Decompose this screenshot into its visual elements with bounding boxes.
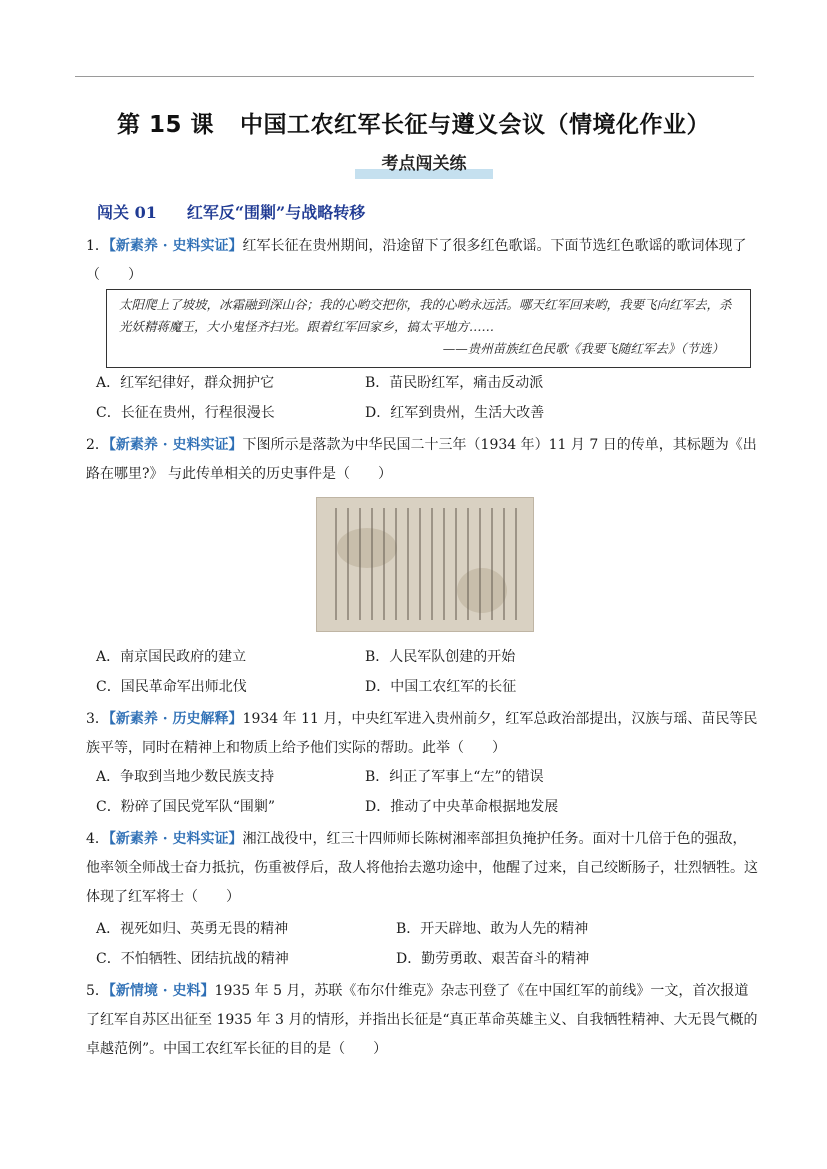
option-a[interactable]: A．争取到当地少数民族支持 (96, 769, 275, 785)
question-stem: 红军长征在贵州期间，沿途留下了很多红色歌谣。下面节选红色歌谣的歌词体现了（ ） (86, 238, 747, 283)
section-title: 红军反“围剿”与战略转移 (186, 203, 366, 222)
option-c[interactable]: C．粉碎了国民党军队“围剿” (96, 799, 276, 815)
song-quote-box (106, 289, 751, 368)
option-b[interactable]: B．开天辟地、敢为人先的精神 (396, 921, 589, 937)
question-2 (86, 431, 758, 489)
option-d[interactable]: D．勤劳勇敢、艰苦奋斗的精神 (396, 951, 590, 967)
text-column (491, 508, 493, 620)
text-column (503, 508, 505, 620)
option-d[interactable]: D．推动了中央革命根据地发展 (365, 799, 559, 815)
lesson-number: 第 15 课 (116, 112, 215, 138)
text-column (395, 508, 397, 620)
option-b[interactable]: B．苗民盼红军，痛击反动派 (365, 375, 544, 391)
question-tag: 【新素养 · 史料实证】 (108, 831, 243, 847)
question-tag: 【新素养 · 史料实证】 (108, 238, 243, 254)
banner-text: 考点闯关练 (381, 154, 467, 174)
question-tag: 【新素养 · 史料实证】 (108, 437, 243, 453)
option-d[interactable]: D．中国工农红军的长征 (365, 679, 517, 695)
question-stem: 1934 年 11 月，中央红军进入贵州前夕，红军总政治部提出，汉族与瑶、苗民等民族平等，同时在精神上和物质上给予他们实际的帮助。此举（ ） (86, 711, 758, 756)
section-heading (97, 200, 365, 223)
text-column (359, 508, 361, 620)
option-a[interactable]: A．南京国民政府的建立 (96, 649, 247, 665)
question-stem: 下图所示是落款为中华民国二十三年（1934 年）11 月 7 日的传单，其标题为《出路在哪里?》 与此传单相关的历史事件是（ ） (86, 437, 757, 482)
photo-stain (457, 568, 507, 613)
option-b[interactable]: B．人民军队创建的开始 (365, 649, 516, 665)
text-column (407, 508, 409, 620)
quote-text: 太阳爬上了坡坡，冰霜融到深山谷；我的心哟交把你，我的心哟永远活。哪天红军回来哟，我要飞向红军去，杀光妖精蒋魔王，大小鬼怪齐扫光。跟着红军回家乡，搞太平地方…… (119, 297, 732, 334)
text-column (455, 508, 457, 620)
question-number: 3． (86, 711, 109, 727)
option-a[interactable]: A．红军纪律好，群众拥护它 (96, 375, 275, 391)
option-b[interactable]: B．纠正了军事上“左”的错误 (365, 769, 544, 785)
question-4 (86, 825, 758, 912)
text-column (335, 508, 337, 620)
option-c[interactable]: C．不怕牺牲、团结抗战的精神 (96, 951, 289, 967)
option-a[interactable]: A．视死如归、英勇无畏的精神 (96, 921, 289, 937)
text-column (383, 508, 385, 620)
question-number: 2． (86, 437, 109, 453)
question-number: 4． (86, 831, 109, 847)
quote-source: ——贵州苗族红色民歌《我要飞随红军去》（节选） (442, 341, 724, 356)
text-column (467, 508, 469, 620)
section-code: 闯关 01 (97, 203, 157, 222)
header-rule (75, 76, 754, 77)
question-1 (86, 232, 758, 290)
practice-banner (355, 149, 493, 179)
question-number: 1． (86, 238, 109, 254)
text-column (371, 508, 373, 620)
question-stem: 1935 年 5 月，苏联《布尔什维克》杂志刊登了《在中国红军的前线》一文，首次报道了红军自苏区出征至 1935 年 3 月的情形，并指出长征是“真正革命英雄主义、自我牺牲精神、大无畏气概的卓越范例”。中国工农红军长征的目的是（ ） (86, 983, 758, 1057)
text-column (479, 508, 481, 620)
text-column (419, 508, 421, 620)
question-stem: 湘江战役中，红三十四师师长陈树湘率部担负掩护任务。面对十几倍于色的强敌，他率领全师战士奋力抵抗，伤重被俘后，敌人将他抬去邀功途中，他醒了过来，自己绞断肠子，壮烈牺牲。这体现了红军将士（ ） (86, 831, 758, 905)
lesson-title: 中国工农红军长征与遵义会议（情境化作业） (240, 112, 711, 138)
text-column (443, 508, 445, 620)
question-tag: 【新情境 · 史料】 (108, 983, 215, 999)
leaflet-photo (316, 497, 534, 632)
option-d[interactable]: D．红军到贵州，生活大改善 (365, 405, 545, 421)
option-c[interactable]: C．长征在贵州，行程很漫长 (96, 405, 275, 421)
question-5 (86, 977, 758, 1064)
text-column (515, 508, 517, 620)
question-3 (86, 705, 758, 763)
text-column (347, 508, 349, 620)
page-title (0, 106, 827, 139)
option-c[interactable]: C．国民革命军出师北伐 (96, 679, 247, 695)
photo-stain (337, 528, 397, 568)
question-tag: 【新素养 · 历史解释】 (108, 711, 243, 727)
text-column (431, 508, 433, 620)
question-number: 5． (86, 983, 109, 999)
